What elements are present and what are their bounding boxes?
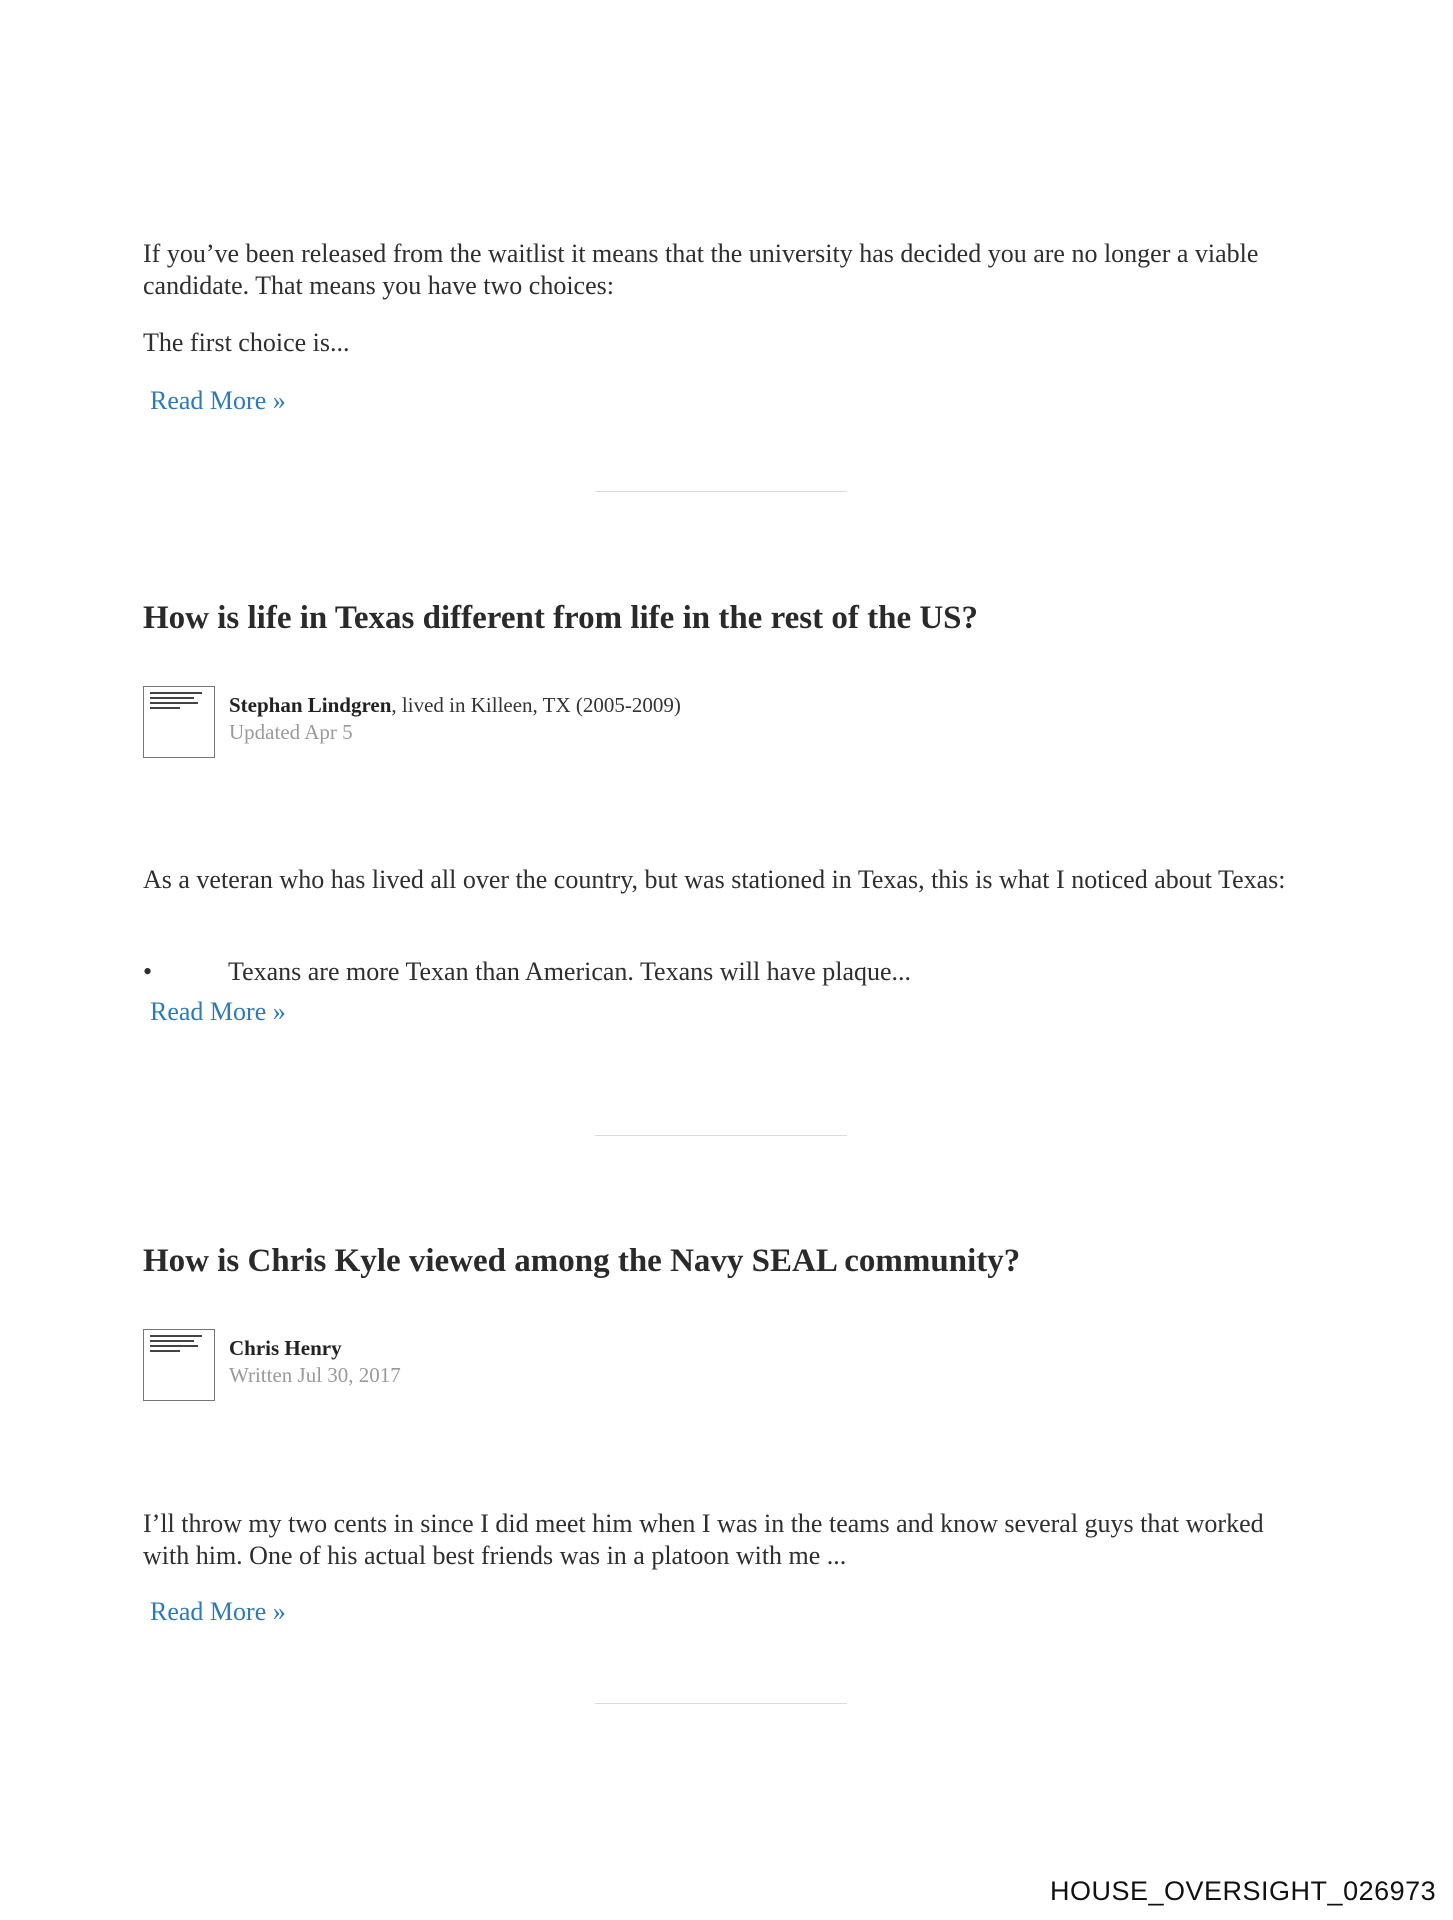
answer-excerpt-3	[143, 1508, 1313, 1572]
avatar-scribble	[150, 1345, 198, 1347]
document-id: HOUSE_OVERSIGHT_026973	[1050, 1876, 1437, 1906]
author-name[interactable]: Stephan Lindgren	[229, 693, 392, 717]
section-divider	[595, 491, 847, 492]
answer-excerpt-2	[143, 864, 1313, 896]
author-info	[229, 1335, 401, 1389]
author-name[interactable]: Chris Henry	[229, 1336, 342, 1360]
avatar[interactable]	[143, 1329, 215, 1401]
avatar[interactable]	[143, 686, 215, 758]
avatar-scribble	[150, 1340, 194, 1342]
section-divider	[595, 1135, 847, 1136]
answer-excerpt-1	[143, 238, 1313, 302]
author-credential: , lived in Killeen, TX (2005-2009)	[391, 693, 681, 717]
read-more-link[interactable]: Read More »	[150, 1597, 286, 1626]
question-title[interactable]: How is Chris Kyle viewed among the Navy SEAL community?	[143, 1243, 1021, 1279]
avatar-scribble	[150, 707, 180, 709]
bullet-symbol: •	[143, 957, 153, 986]
avatar-scribble	[150, 692, 202, 694]
answer-date: Updated Apr 5	[229, 720, 353, 744]
author-info	[229, 692, 681, 746]
answer-date: Written Jul 30, 2017	[229, 1363, 401, 1387]
avatar-scribble	[150, 1335, 202, 1337]
avatar-scribble	[150, 697, 194, 699]
answer-paragraph: If you’ve been released from the waitlist it means that the university has decided you are no longer a viable candidate. That means you have two choices:	[143, 239, 1259, 300]
avatar-scribble	[150, 1350, 180, 1352]
answer-excerpt-1-continued	[143, 327, 1313, 359]
read-more-link[interactable]: Read More »	[150, 386, 286, 415]
read-more-link[interactable]: Read More »	[150, 997, 286, 1026]
avatar-scribble	[150, 702, 198, 704]
question-title[interactable]: How is life in Texas different from life in the rest of the US?	[143, 600, 979, 636]
bullet-text: Texans are more Texan than American. Texans will have plaque...	[228, 957, 912, 986]
answer-paragraph: As a veteran who has lived all over the country, but was stationed in Texas, this is what I noticed about Texas:	[143, 865, 1286, 894]
answer-paragraph: The first choice is...	[143, 328, 350, 357]
answer-paragraph: I’ll throw my two cents in since I did meet him when I was in the teams and know several guys that worked with him. One of his actual best friends was in a platoon with me ...	[143, 1509, 1264, 1570]
section-divider	[595, 1703, 847, 1704]
